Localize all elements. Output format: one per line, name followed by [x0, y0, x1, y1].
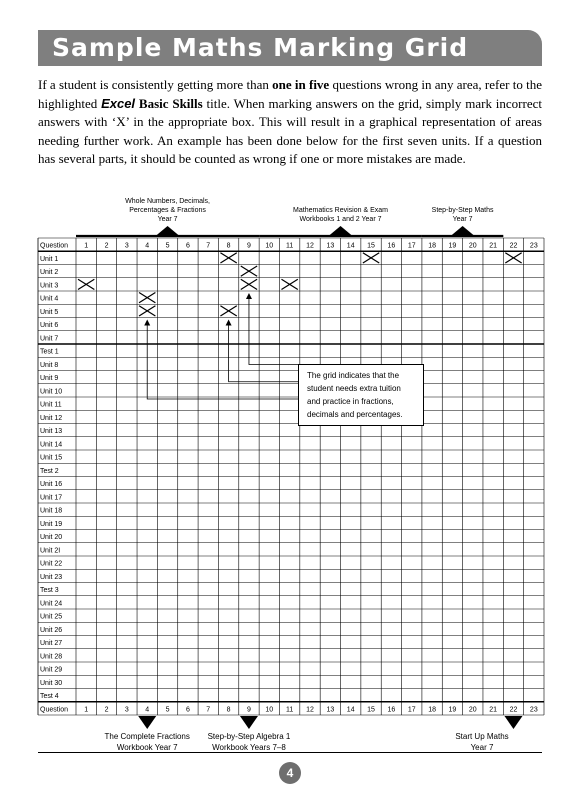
row-label: Unit 14 [40, 441, 63, 449]
book-marker [138, 716, 156, 729]
question-number: 22 [509, 242, 518, 250]
book-label-line: Step-by-Step Algebra 1 [207, 732, 291, 741]
row-label: Unit 29 [40, 666, 63, 674]
book-label [422, 731, 542, 753]
intro-text-3: title. When marking answers on the grid, simply mark incorrect answers with ‘X’ in the appropriate box. This will result in a graphical representation of areas needing further work. An example has been done below for the first seven units. If a question has several parts, it should be counted as wrong if one or more mistakes are made. [38, 95, 542, 166]
wrong-mark [139, 306, 155, 316]
question-number: 8 [226, 242, 231, 250]
row-label: Unit 18 [40, 507, 63, 515]
brand-name: Excel [101, 95, 136, 111]
pointer-line [147, 326, 298, 400]
question-number: 1 [84, 242, 89, 250]
pointer-arrowhead [226, 320, 232, 326]
question-number: 23 [529, 242, 538, 250]
row-label: Unit 17 [40, 494, 63, 502]
row-label: Unit 7 [40, 335, 59, 343]
intro-bold-1: one in five [272, 77, 330, 92]
row-label: Test 3 [40, 587, 59, 595]
row-label: Unit 11 [40, 401, 62, 409]
question-number: 8 [226, 706, 231, 714]
question-number: 17 [407, 706, 416, 714]
question-number: 15 [367, 242, 375, 250]
group-marker [156, 226, 180, 236]
page-title: Sample Maths Marking Grid [52, 33, 469, 62]
footer-rule [38, 752, 542, 753]
question-number: 20 [468, 242, 477, 250]
question-header-label: Question [40, 242, 69, 250]
question-number: 23 [529, 706, 538, 714]
row-label: Unit 13 [40, 428, 63, 436]
row-label: Unit 28 [40, 653, 63, 661]
question-number: 9 [247, 242, 251, 250]
intro-text-2: questions wrong in any area, refer to the highlighted [38, 77, 542, 111]
row-label: Unit 19 [40, 520, 63, 528]
group-label-line: Step-by-Step Maths [431, 207, 494, 214]
book-label-line: Workbook Year 7 [116, 743, 178, 752]
row-label: Unit 15 [40, 454, 63, 462]
question-number: 7 [206, 706, 211, 714]
wrong-mark [241, 266, 257, 276]
book-marker [504, 716, 522, 729]
group-label-line: Percentages & Fractions [129, 207, 206, 214]
row-label: Unit 3 [40, 282, 59, 290]
book-label [189, 731, 309, 753]
question-number: 14 [346, 706, 355, 714]
wrong-mark [281, 279, 297, 289]
row-label: Unit 30 [40, 679, 63, 687]
row-label: Unit 26 [40, 626, 63, 634]
question-number: 3 [124, 242, 129, 250]
pointer-arrowhead [246, 293, 252, 299]
question-number: 21 [489, 706, 498, 714]
book-label-line: Start Up Maths [455, 732, 509, 741]
row-label: Unit 27 [40, 640, 63, 648]
question-number: 9 [247, 706, 251, 714]
pointer-line [249, 299, 298, 365]
row-label: Unit 25 [40, 613, 63, 621]
group-label-line: Mathematics Revision & Exam [293, 207, 388, 214]
row-label: Test 4 [40, 693, 59, 701]
row-label: Unit 5 [40, 308, 59, 316]
row-label: Unit 20 [40, 534, 63, 542]
question-number: 19 [448, 706, 457, 714]
row-label: Unit 12 [40, 414, 63, 422]
question-number: 13 [326, 242, 335, 250]
wrong-mark [78, 279, 94, 289]
book-label-line: Year 7 [470, 743, 494, 752]
question-number: 15 [367, 706, 375, 714]
row-label: Unit 1 [40, 255, 59, 263]
question-number: 14 [346, 242, 355, 250]
question-number: 16 [387, 242, 396, 250]
pointer-arrowhead [144, 320, 150, 326]
intro-bold-2: Basic Skills [135, 95, 203, 111]
group-marker [451, 226, 475, 236]
question-number: 19 [448, 242, 457, 250]
wrong-mark [220, 306, 236, 316]
question-number: 20 [468, 706, 477, 714]
question-number: 18 [428, 706, 436, 714]
question-number: 17 [407, 242, 416, 250]
book-marker [240, 716, 258, 729]
question-number: 5 [165, 242, 170, 250]
intro-text-1: If a student is consistently getting more than [38, 77, 273, 92]
row-label: Unit 9 [40, 375, 59, 383]
group-marker [329, 226, 353, 236]
question-number: 10 [265, 706, 274, 714]
book-label-line: Workbook Years 7–8 [212, 743, 286, 752]
row-label: Unit 23 [40, 573, 63, 581]
question-number: 4 [145, 242, 150, 250]
wrong-mark [220, 253, 236, 263]
question-number: 7 [206, 242, 211, 250]
row-label: Unit 2 [40, 269, 59, 277]
callout-box: The grid indicates that the student needs extra tuition and practice in fractions, decimals and percentages. [298, 364, 424, 426]
row-label: Test 2 [40, 467, 59, 475]
question-number: 11 [286, 706, 294, 714]
row-label: Unit 4 [40, 295, 59, 303]
row-label: Unit 8 [40, 361, 59, 369]
wrong-mark [241, 279, 257, 289]
row-label: Unit 22 [40, 560, 63, 568]
question-number: 10 [265, 242, 274, 250]
question-number: 18 [428, 242, 436, 250]
page-number: 4 [279, 762, 301, 784]
group-label-line: Whole Numbers, Decimals, [125, 198, 210, 205]
question-number: 5 [165, 706, 170, 714]
question-number: 13 [326, 706, 335, 714]
row-label: Unit 24 [40, 600, 63, 608]
book-label-line: The Complete Fractions [104, 732, 190, 741]
question-number: 16 [387, 706, 396, 714]
question-number: 6 [185, 242, 190, 250]
question-number: 2 [104, 706, 109, 714]
question-number: 6 [185, 706, 190, 714]
question-number: 12 [306, 242, 314, 250]
question-number: 11 [286, 242, 294, 250]
group-label-line: Year 7 [157, 216, 178, 223]
row-label: Unit 6 [40, 322, 59, 330]
question-header-label: Question [40, 706, 69, 714]
question-number: 21 [489, 242, 498, 250]
row-label: Unit 10 [40, 388, 63, 396]
question-number: 12 [306, 706, 314, 714]
question-number: 4 [145, 706, 150, 714]
question-number: 1 [84, 706, 89, 714]
row-label: Unit 2I [40, 547, 61, 555]
question-number: 22 [509, 706, 518, 714]
question-number: 3 [124, 706, 129, 714]
question-number: 2 [104, 242, 109, 250]
wrong-mark [505, 253, 521, 263]
wrong-mark [139, 293, 155, 303]
wrong-mark [363, 253, 379, 263]
group-label-line: Year 7 [452, 216, 473, 223]
row-label: Unit 16 [40, 481, 63, 489]
group-label-line: Workbooks 1 and 2 Year 7 [299, 216, 382, 223]
row-label: Test 1 [40, 348, 59, 356]
